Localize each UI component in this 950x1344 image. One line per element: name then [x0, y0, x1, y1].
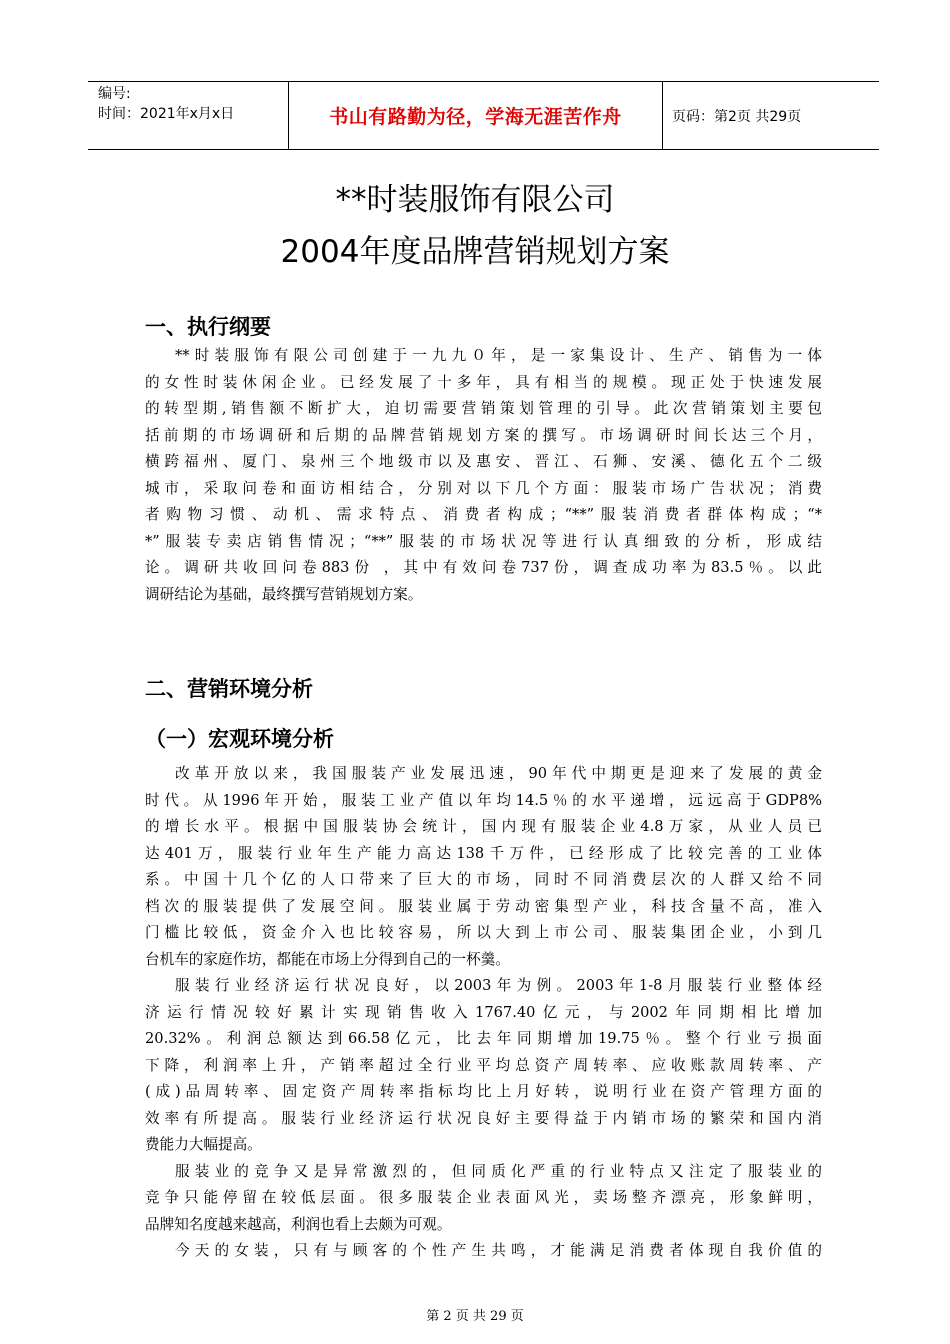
section1-paragraph: [145, 343, 822, 608]
text-line: 服装行业经济运行状况良好，以2003年为例。2003年1-8月服装行业整体经: [175, 977, 822, 994]
text-line: 服装业的竞争又是异常激烈的，但同质化严重的行业特点又注定了服装业的: [175, 1162, 822, 1180]
header-bottom-rule: [88, 149, 879, 150]
text-line: 城市，采取问卷和面访相结合，分别对以下几个方面：服装市场广告状况；消费: [145, 479, 822, 497]
document-date-label: 时间：2021年x月x日: [98, 106, 235, 122]
text-line: 括前期的市场调研和后期的品牌营销规划方案的撰写。市场调研时间长达三个月，: [145, 426, 822, 444]
text-line: 横跨福州、厦门、泉州三个地级市以及惠安、晋江、石狮、安溪、德化五个二级: [145, 453, 822, 470]
text-line: 品牌知名度越来越高，利润也看上去颇为可观。: [145, 1215, 452, 1233]
section2-paragraphs: [145, 761, 822, 1265]
page-footer: 第 2 页 共 29 页: [426, 1309, 524, 1324]
subsection-heading-macro-environment: （一）宏观环境分析: [145, 727, 334, 751]
header-motto-box: [288, 81, 663, 149]
text-line: 竞争只能停留在较低层面。很多服装企业表面风光，卖场整齐漂亮，形象鲜明，: [145, 1189, 822, 1206]
text-line: 者购物习惯、动机、需求特点、消费者构成；“**”服装消费者群体构成；“*: [145, 506, 822, 523]
text-line: 档次的服装提供了发展空间。服装业属于劳动密集型产业，科技含量不高，准入: [145, 897, 822, 915]
text-line: 的增长水平。根据中国服装协会统计，国内现有服装企业4.8万家，从业人员已: [145, 818, 822, 835]
text-line: 时代。从1996年开始，服装工业产值以年均14.5％的水平递增，远远高于GDP8%: [145, 791, 822, 809]
text-line: **时装服饰有限公司创建于一九九０年，是一家集设计、生产、销售为一体: [175, 347, 822, 364]
text-line: *”服装专卖店销售情况；“**”服装的市场状况等进行认真细致的分析，形成结: [145, 532, 822, 550]
text-line: 达401万，服装行业年生产能力高达138千万件，已经形成了比较完善的工业体: [145, 844, 822, 862]
text-line: 门槛比较低，资金介入也比较容易，所以大到上市公司、服装集团企业，小到几: [145, 924, 822, 941]
text-line: 改革开放以来，我国服装产业发展迅速，90年代中期更是迎来了发展的黄金: [175, 765, 822, 782]
document-title-plan: 2004年度品牌营销规划方案: [280, 234, 670, 270]
text-line: 台机车的家庭作坊，都能在市场上分得到自己的一杯羹。: [145, 950, 510, 968]
text-line: 今天的女装，只有与顾客的个性产生共鸣，才能满足消费者体现自我价值的: [175, 1242, 822, 1259]
text-line: 的转型期,销售额不断扩大，迫切需要营销策划管理的引导。此次营销策划主要包: [145, 400, 822, 417]
text-line: 下降，利润率上升，产销率超过全行业平均总资产周转率、应收账款周转率、产: [145, 1056, 822, 1074]
document-number-label: 编号:: [98, 86, 131, 102]
document-title-company: **时装服饰有限公司: [335, 182, 615, 218]
text-line: 20.32%。利润总额达到66.58亿元，比去年同期增加19.75％。整个行业亏损面: [145, 1030, 822, 1047]
text-line: 费能力大幅提高。: [145, 1136, 262, 1153]
text-line: 的女性时装休闲企业。已经发展了十多年，具有相当的规模。现正处于快速发展: [145, 373, 822, 391]
text-line: 济运行情况较好累计实现销售收入1767.40亿元，与2002年同期相比增加: [145, 1003, 822, 1021]
text-line: 效率有所提高。服装行业经济运行状况良好主要得益于内销市场的繁荣和国内消: [145, 1109, 822, 1127]
section-heading-executive-summary: 一、执行纲要: [145, 315, 271, 339]
text-line: 论。调研共收回问卷883份 ，其中有效问卷737份，调查成功率为83.5％。以此: [145, 559, 822, 576]
header-page-label: 页码：第2页 共29页: [672, 109, 802, 125]
text-line: 系。中国十几个亿的人口带来了巨大的市场，同时不同消费层次的人群又给不同: [145, 871, 822, 888]
header-meta: [98, 84, 288, 124]
section-heading-marketing-environment: 二、营销环境分析: [145, 677, 313, 701]
text-line: (成)品周转率、固定资产周转率指标均比上月好转，说明行业在资产管理方面的: [145, 1083, 822, 1100]
header-motto: 书山有路勤为径，学海无涯苦作舟: [329, 105, 622, 128]
text-line: 调研结论为基础，最终撰写营销规划方案。: [145, 585, 423, 603]
